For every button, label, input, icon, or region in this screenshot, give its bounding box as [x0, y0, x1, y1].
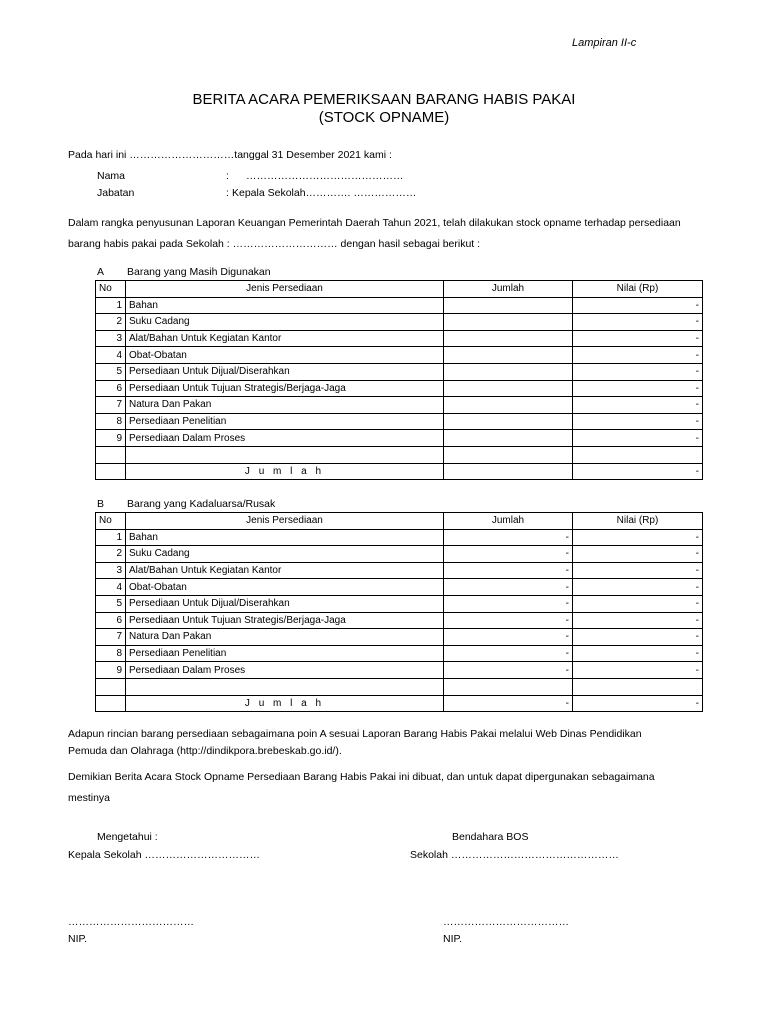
right-nip-label: NIP. — [443, 933, 463, 945]
row-no: 8 — [96, 413, 126, 430]
row-jenis: Alat/Bahan Untuk Kegiatan Kantor — [126, 330, 444, 347]
row-jumlah — [444, 363, 573, 380]
table-a — [95, 280, 703, 480]
intro-paragraph-line1: Dalam rangka penyusunan Laporan Keuangan Pemerintah Daerah Tahun 2021, telah dilakukan stock opname terhadap persediaan — [68, 217, 681, 229]
row-nilai: - — [573, 562, 703, 579]
empty-cell — [126, 678, 444, 695]
row-nilai: - — [573, 645, 703, 662]
col-nilai-header: Nilai (Rp) — [573, 281, 703, 298]
row-nilai: - — [573, 529, 703, 546]
demikian-line1: Demikian Berita Acara Stock Opname Persediaan Barang Habis Pakai ini dibuat, dan untuk dapat dipergunakan sebagaimana — [68, 771, 655, 783]
row-jenis: Bahan — [126, 297, 444, 314]
mengetahui-label: Mengetahui : — [97, 831, 158, 843]
table-b — [95, 512, 703, 712]
col-jumlah-header: Jumlah — [444, 513, 573, 530]
table-total-row — [96, 695, 703, 712]
nama-value: ……………………………………… — [246, 170, 404, 182]
col-no-header: No — [96, 281, 126, 298]
row-no: 4 — [96, 579, 126, 596]
empty-cell — [96, 695, 126, 712]
intro-paragraph-line2: barang habis pakai pada Sekolah : ………………………… dengan hasil sebagai berikut : — [68, 238, 481, 250]
table-row — [96, 397, 703, 414]
section-a-label — [97, 266, 271, 278]
row-jumlah: - — [444, 579, 573, 596]
nama-label: Nama — [97, 170, 126, 182]
demikian-line2: mestinya — [68, 792, 111, 804]
row-jumlah: - — [444, 562, 573, 579]
total-jumlah — [444, 463, 573, 480]
row-jumlah: - — [444, 662, 573, 679]
row-jumlah — [444, 330, 573, 347]
row-jumlah: - — [444, 546, 573, 563]
left-nip-label: NIP. — [68, 933, 88, 945]
row-no: 9 — [96, 662, 126, 679]
row-nilai: - — [573, 363, 703, 380]
table-row — [96, 529, 703, 546]
table-row — [96, 562, 703, 579]
section-b-letter: B — [97, 498, 105, 510]
row-no: 3 — [96, 330, 126, 347]
row-jumlah — [444, 380, 573, 397]
row-no: 7 — [96, 397, 126, 414]
empty-cell — [96, 463, 126, 480]
row-jenis: Persediaan Untuk Tujuan Strategis/Berjaga-Jaga — [126, 380, 444, 397]
row-no: 5 — [96, 363, 126, 380]
table-row — [96, 629, 703, 646]
row-no: 6 — [96, 612, 126, 629]
row-nilai: - — [573, 629, 703, 646]
row-jenis: Persediaan Untuk Tujuan Strategis/Berjaga-Jaga — [126, 612, 444, 629]
table-row — [96, 579, 703, 596]
row-nilai: - — [573, 413, 703, 430]
right-signature-line: ……………………………… — [443, 916, 569, 928]
col-nilai-header: Nilai (Rp) — [573, 513, 703, 530]
row-nilai: - — [573, 297, 703, 314]
row-jenis: Persediaan Dalam Proses — [126, 430, 444, 447]
table-row — [96, 595, 703, 612]
col-no-header: No — [96, 513, 126, 530]
empty-cell — [126, 446, 444, 463]
row-nilai: - — [573, 314, 703, 331]
row-nilai: - — [573, 595, 703, 612]
bendahara-label: Bendahara BOS — [452, 831, 529, 843]
lampiran-label: Lampiran II-c — [572, 37, 637, 49]
row-no: 9 — [96, 430, 126, 447]
table-empty-row — [96, 446, 703, 463]
row-nilai: - — [573, 430, 703, 447]
total-jumlah: - — [444, 695, 573, 712]
row-jenis: Bahan — [126, 529, 444, 546]
row-jenis: Alat/Bahan Untuk Kegiatan Kantor — [126, 562, 444, 579]
row-no: 5 — [96, 595, 126, 612]
table-row — [96, 546, 703, 563]
row-jumlah — [444, 347, 573, 364]
row-jenis: Obat-Obatan — [126, 347, 444, 364]
document-title: BERITA ACARA PEMERIKSAAN BARANG HABIS PAKAI — [192, 91, 576, 108]
total-nilai: - — [573, 695, 703, 712]
row-jumlah — [444, 413, 573, 430]
table-row — [96, 297, 703, 314]
table-row — [96, 363, 703, 380]
jabatan-value: Kepala Sekolah…………. ……………… — [232, 187, 417, 199]
row-nilai: - — [573, 546, 703, 563]
row-jenis: Suku Cadang — [126, 546, 444, 563]
empty-cell — [96, 678, 126, 695]
row-no: 3 — [96, 562, 126, 579]
row-no: 7 — [96, 629, 126, 646]
nama-colon: : — [226, 170, 229, 182]
row-jumlah: - — [444, 629, 573, 646]
adapun-line1: Adapun rincian barang persediaan sebagaimana poin A sesuai Laporan Barang Habis Pakai melalui Web Dinas Pendidikan — [68, 728, 642, 740]
row-jumlah: - — [444, 529, 573, 546]
table-a-header-row — [96, 281, 703, 298]
document-subtitle: (STOCK OPNAME) — [318, 109, 450, 126]
row-nilai: - — [573, 347, 703, 364]
empty-cell — [573, 446, 703, 463]
row-nilai: - — [573, 380, 703, 397]
row-nilai: - — [573, 612, 703, 629]
sekolah-label: Sekolah ………………………………………… — [410, 849, 619, 861]
row-jumlah — [444, 314, 573, 331]
table-empty-row — [96, 678, 703, 695]
left-signature-line: ……………………………… — [68, 916, 194, 928]
empty-cell — [444, 446, 573, 463]
row-nilai: - — [573, 662, 703, 679]
row-jenis: Persediaan Untuk Dijual/Diserahkan — [126, 363, 444, 380]
row-jumlah — [444, 297, 573, 314]
row-no: 2 — [96, 314, 126, 331]
row-no: 1 — [96, 529, 126, 546]
empty-cell — [573, 678, 703, 695]
row-jenis: Natura Dan Pakan — [126, 629, 444, 646]
section-a-letter: A — [97, 266, 105, 278]
table-row — [96, 413, 703, 430]
row-jumlah: - — [444, 612, 573, 629]
total-label: J u m l a h — [126, 463, 444, 480]
row-jenis: Persediaan Untuk Dijual/Diserahkan — [126, 595, 444, 612]
table-row — [96, 662, 703, 679]
row-jumlah — [444, 430, 573, 447]
row-jenis: Persediaan Dalam Proses — [126, 662, 444, 679]
table-row — [96, 380, 703, 397]
section-b-label — [97, 498, 276, 510]
table-row — [96, 314, 703, 331]
col-jenis-header: Jenis Persediaan — [126, 281, 444, 298]
row-nilai: - — [573, 397, 703, 414]
table-row — [96, 347, 703, 364]
total-nilai: - — [573, 463, 703, 480]
row-jenis: Obat-Obatan — [126, 579, 444, 596]
row-no: 6 — [96, 380, 126, 397]
adapun-line2: Pemuda dan Olahraga (http://dindikpora.brebeskab.go.id/). — [68, 745, 342, 757]
row-jenis: Natura Dan Pakan — [126, 397, 444, 414]
jabatan-colon: : — [226, 187, 229, 199]
col-jenis-header: Jenis Persediaan — [126, 513, 444, 530]
row-no: 4 — [96, 347, 126, 364]
row-no: 1 — [96, 297, 126, 314]
table-total-row — [96, 463, 703, 480]
section-b-title: Barang yang Kadaluarsa/Rusak — [127, 498, 276, 510]
pada-hari-line: Pada hari ini …………………………tanggal 31 Desember 2021 kami : — [68, 149, 392, 161]
table-row — [96, 430, 703, 447]
empty-cell — [96, 446, 126, 463]
row-jumlah — [444, 397, 573, 414]
table-row — [96, 612, 703, 629]
table-row — [96, 645, 703, 662]
row-no: 2 — [96, 546, 126, 563]
total-label: J u m l a h — [126, 695, 444, 712]
row-jenis: Persediaan Penelitian — [126, 413, 444, 430]
row-jenis: Suku Cadang — [126, 314, 444, 331]
row-jenis: Persediaan Penelitian — [126, 645, 444, 662]
jabatan-label: Jabatan — [97, 187, 135, 199]
row-nilai: - — [573, 330, 703, 347]
empty-cell — [444, 678, 573, 695]
kepala-sekolah-label: Kepala Sekolah …………………………… — [68, 849, 260, 861]
row-nilai: - — [573, 579, 703, 596]
table-b-header-row — [96, 513, 703, 530]
table-row — [96, 330, 703, 347]
row-jumlah: - — [444, 595, 573, 612]
col-jumlah-header: Jumlah — [444, 281, 573, 298]
row-no: 8 — [96, 645, 126, 662]
row-jumlah: - — [444, 645, 573, 662]
section-a-title: Barang yang Masih Digunakan — [127, 266, 271, 278]
